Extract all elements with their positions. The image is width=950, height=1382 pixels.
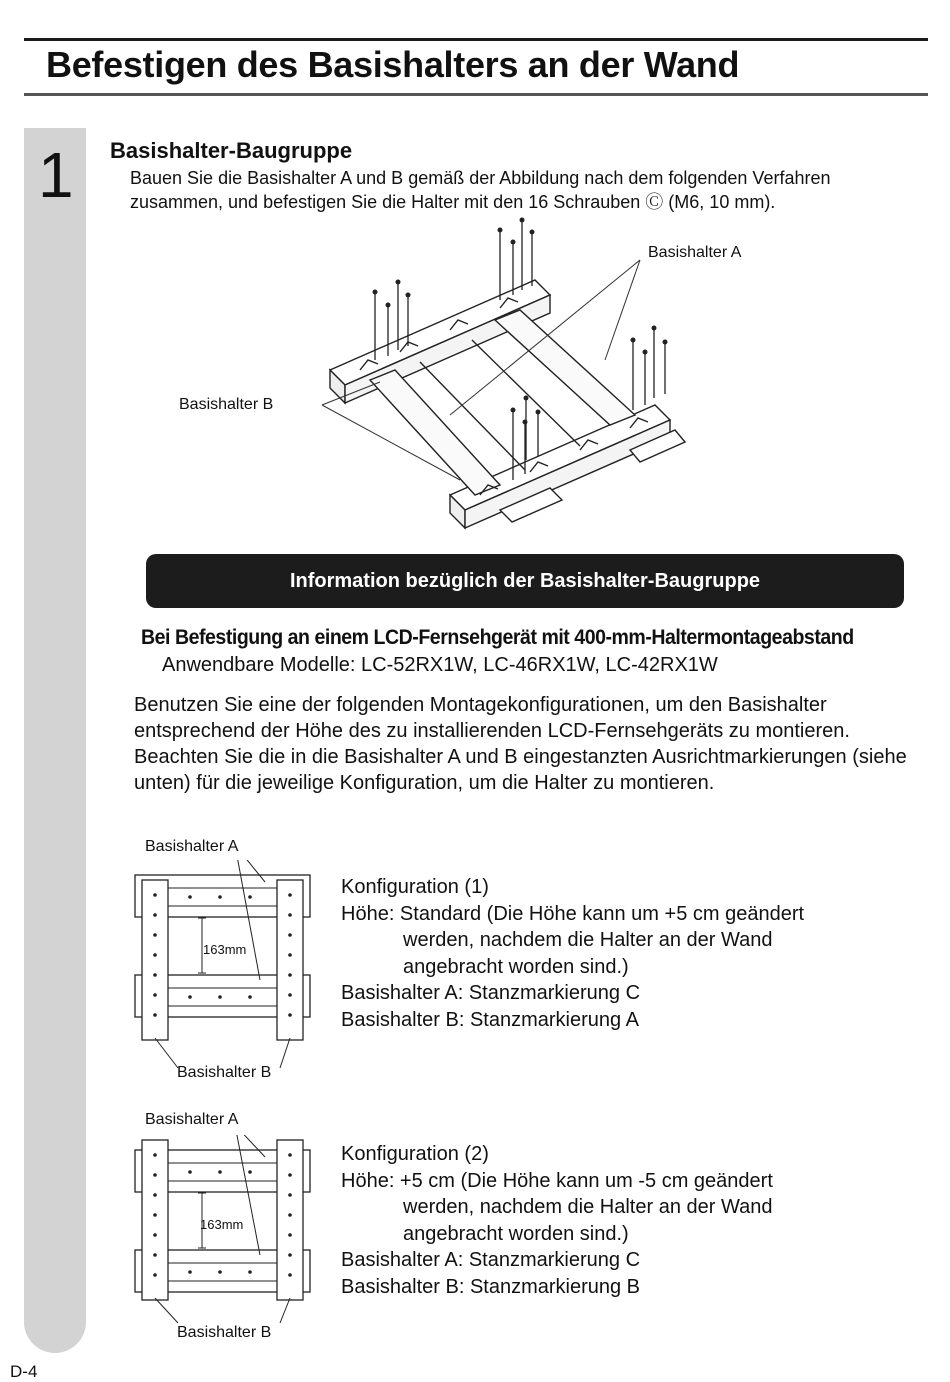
- config1-label-basishalter-b: Basishalter B: [177, 1064, 272, 1081]
- applicable-models: Anwendbare Modelle: LC-52RX1W, LC-46RX1W, LC-42RX1W: [162, 654, 718, 676]
- config2-height-line2: werden, nachdem die Halter an der Wand: [403, 1196, 773, 1218]
- config2-label-basishalter-b: Basishalter B: [177, 1324, 272, 1341]
- config1-height-line1: Höhe: Standard (Die Höhe kann um +5 cm geändert: [341, 902, 805, 925]
- config1-height-line2: werden, nachdem die Halter an der Wand: [403, 929, 773, 951]
- config2-mark-a: Basishalter A: Stanzmarkierung C: [341, 1249, 641, 1271]
- config2-mark-b: Basishalter B: Stanzmarkierung B: [341, 1275, 641, 1298]
- section-heading: Basishalter-Baugruppe: [110, 138, 353, 163]
- step-number: 1: [38, 139, 74, 211]
- config1-title: Konfiguration (1): [341, 876, 489, 898]
- config1-height-line3: angebracht worden sind.): [403, 955, 629, 978]
- config2-label-basishalter-a: Basishalter A: [145, 1111, 239, 1128]
- info-paragraph: Benutzen Sie eine der folgenden Montagekonfigurationen, um den Basishalter entsprechend der Höhe des zu installierenden LCD-Fernsehgeräts zu montieren. Beachten Sie die in die Basishalter A und B eingestanzten Ausrichtmarkierungen (siehe unten) für die jeweilige Konfiguration, um die Halter zu montieren.: [134, 694, 907, 794]
- page-number: D-4: [10, 1362, 38, 1381]
- page-title: Befestigen des Basishalters an der Wand: [46, 44, 740, 85]
- config2-dimension: 163mm: [200, 1217, 244, 1232]
- config1-dimension: 163mm: [203, 942, 247, 957]
- section-instructions: Bauen Sie die Basishalter A und B gemäß der Abbildung nach dem folgenden Verfahren zusammen, und befestigen Sie die Halter mit den 16 Schrauben Ⓒ (M6, 10 mm).: [130, 168, 831, 212]
- config2-height-line3: angebracht worden sind.): [403, 1222, 629, 1245]
- info-subheading: Bei Befestigung an einem LCD-Fernsehgerät mit 400-mm-Haltermontageabstand: [141, 626, 854, 649]
- config2-text: [341, 1141, 773, 1300]
- title-bottom-rule: [24, 93, 928, 96]
- config2-title: Konfiguration (2): [341, 1143, 489, 1165]
- figure-label-basishalter-a: Basishalter A: [648, 244, 742, 261]
- info-banner: Information bezüglich der Basishalter-Baugruppe: [146, 554, 904, 608]
- figure-label-basishalter-b: Basishalter B: [179, 396, 274, 413]
- title-top-rule: [24, 38, 928, 41]
- config1-label-basishalter-a: Basishalter A: [145, 838, 239, 855]
- config1-mark-b: Basishalter B: Stanzmarkierung A: [341, 1008, 639, 1031]
- config1-diagram: [130, 860, 330, 1070]
- config1-text: [341, 874, 804, 1033]
- config1-mark-a: Basishalter A: Stanzmarkierung C: [341, 982, 641, 1004]
- step-sidebar: [24, 128, 86, 1353]
- config2-height-line1: Höhe: +5 cm (Die Höhe kann um -5 cm geändert: [341, 1169, 773, 1192]
